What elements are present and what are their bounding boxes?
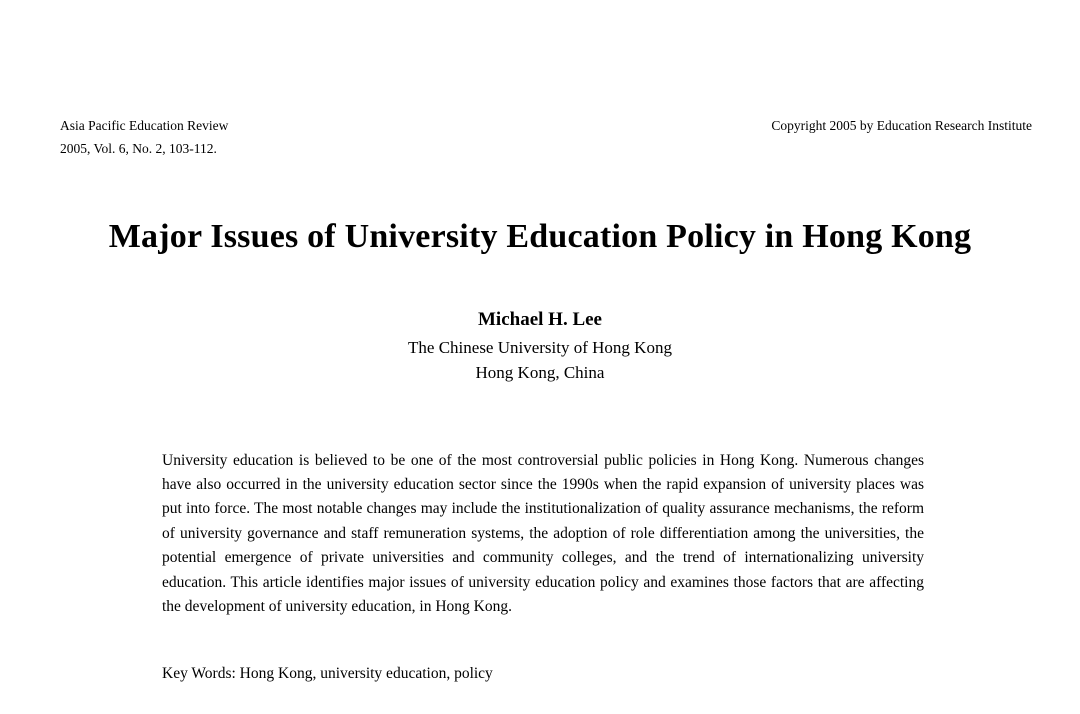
copyright-notice: Copyright 2005 by Education Research Institute bbox=[771, 118, 1032, 133]
journal-header-right bbox=[771, 114, 1032, 137]
author-name: Michael H. Lee bbox=[478, 309, 602, 330]
author-block bbox=[0, 308, 1080, 385]
paper-title: Major Issues of University Education Policy in Hong Kong bbox=[108, 218, 972, 255]
abstract-text: University education is believed to be one of the most controversial public policies in Hong Kong. Numerous changes have also occurred in the university education sector since the 1990s when the rapid expansion of university places was put into force. The most notable changes may include the institutionalization of quality assurance mechanisms, the reform of university governance and staff remuneration systems, the adoption of role differentiation among the universities, the potential emergence of private universities and community colleges, and the trend of internationalizing university education. This article identifies major issues of university education policy and examines those factors that are affecting the development of university education, in Hong Kong. bbox=[162, 451, 924, 615]
journal-issue-info: 2005, Vol. 6, No. 2, 103-112. bbox=[60, 141, 217, 156]
author-location: Hong Kong, China bbox=[475, 363, 605, 382]
journal-name: Asia Pacific Education Review bbox=[60, 118, 229, 133]
journal-header-left bbox=[60, 114, 228, 160]
journal-header bbox=[60, 114, 1032, 160]
keywords-line: Key Words: Hong Kong, university education, policy bbox=[162, 664, 493, 682]
author-affiliation: The Chinese University of Hong Kong bbox=[408, 338, 672, 357]
